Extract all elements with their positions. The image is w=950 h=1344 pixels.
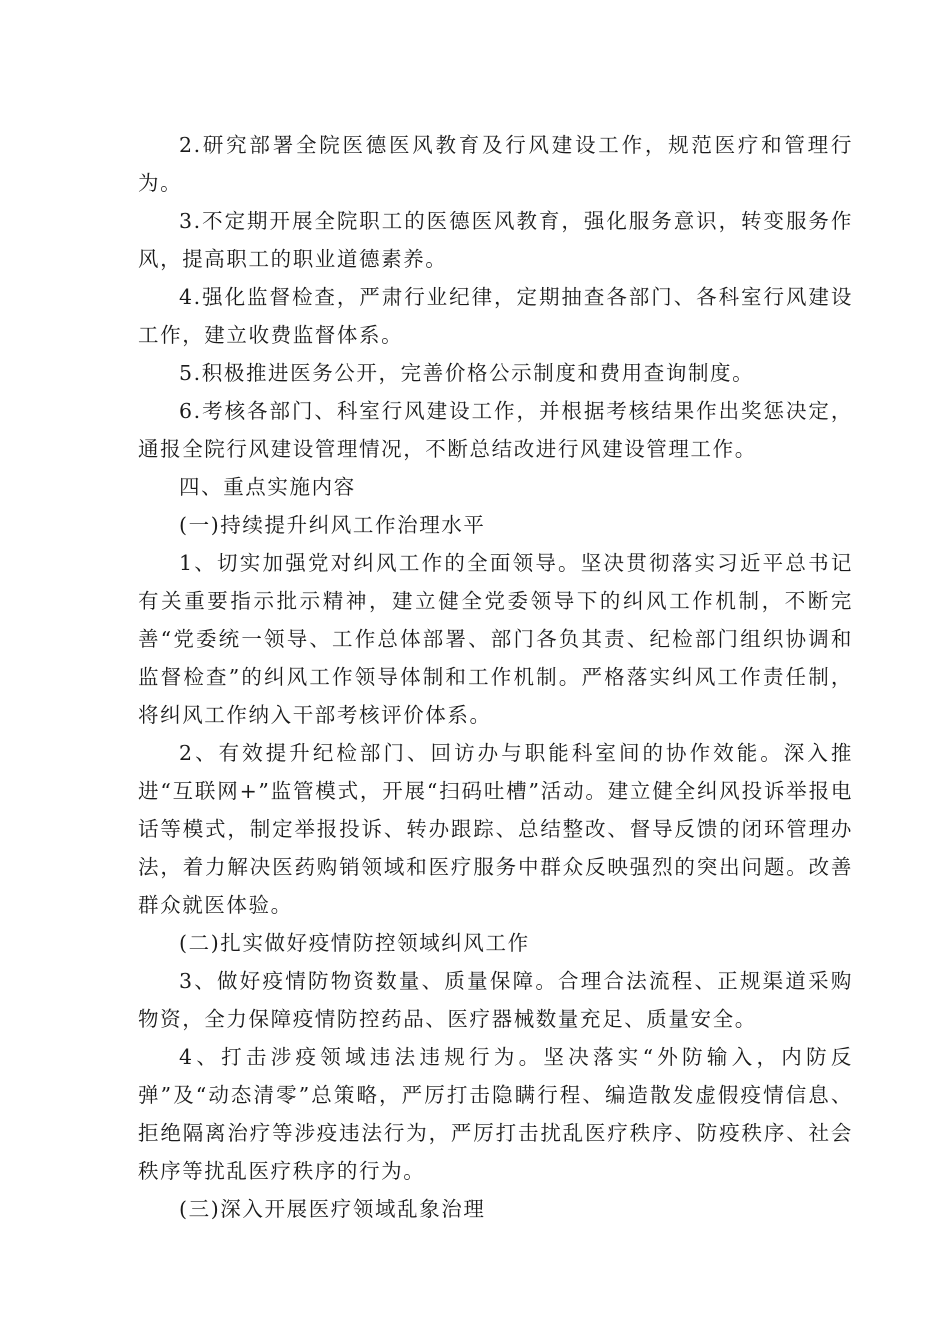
paragraph-item-2: 2、有效提升纪检部门、回访办与职能科室间的协作效能。深入推进“互联网+”监管模式，开展“扫码吐槽”活动。建立健全纠风投诉举报电话等模式，制定举报投诉、转办跟踪、总结整改、督导反馈的闭环管理办法，着力解决医药购销领域和医疗服务中群众反映强烈的突出问题。改善群众就医体验。	[138, 741, 853, 917]
document-body	[138, 126, 853, 1228]
subsection-heading-1: (一)持续提升纠风工作治理水平	[179, 513, 486, 537]
subsection-heading-2: (二)扎实做好疫情防控领域纠风工作	[179, 931, 530, 955]
paragraph-item-3: 3、做好疫情防物资数量、质量保障。合理合法流程、正规渠道采购物资，全力保障疫情防控药品、医疗器械数量充足、质量安全。	[138, 969, 853, 1031]
paragraph-duty-5: 5.积极推进医务公开，完善价格公示制度和费用查询制度。	[179, 361, 755, 385]
paragraph-duty-2: 2.研究部署全院医德医风教育及行风建设工作，规范医疗和管理行为。	[138, 133, 853, 195]
paragraph-duty-3: 3.不定期开展全院职工的医德医风教育，强化服务意识，转变服务作风，提高职工的职业道德素养。	[138, 209, 853, 271]
paragraph-duty-4: 4.强化监督检查，严肃行业纪律，定期抽查各部门、各科室行风建设工作，建立收费监督体系。	[138, 285, 853, 347]
paragraph-duty-6: 6.考核各部门、科室行风建设工作，并根据考核结果作出奖惩决定，通报全院行风建设管理情况，不断总结改进行风建设管理工作。	[138, 399, 853, 461]
subsection-heading-3: (三)深入开展医疗领域乱象治理	[179, 1197, 486, 1221]
paragraph-item-1: 1、切实加强党对纠风工作的全面领导。坚决贯彻落实习近平总书记有关重要指示批示精神，建立健全党委领导下的纠风工作机制，不断完善“党委统一领导、工作总体部署、部门各负其责、纪检部门组织协调和监督检查”的纠风工作领导体制和工作机制。严格落实纠风工作责任制，将纠风工作纳入干部考核评价体系。	[138, 551, 853, 727]
paragraph-item-4: 4、打击涉疫领域违法违规行为。坚决落实“外防输入，内防反弹”及“动态清零”总策略，严厉打击隐瞒行程、编造散发虚假疫情信息、拒绝隔离治疗等涉疫违法行为，严厉打击扰乱医疗秩序、防疫秩序、社会秩序等扰乱医疗秩序的行为。	[138, 1045, 853, 1183]
section-heading-4: 四、重点实施内容	[179, 475, 356, 499]
